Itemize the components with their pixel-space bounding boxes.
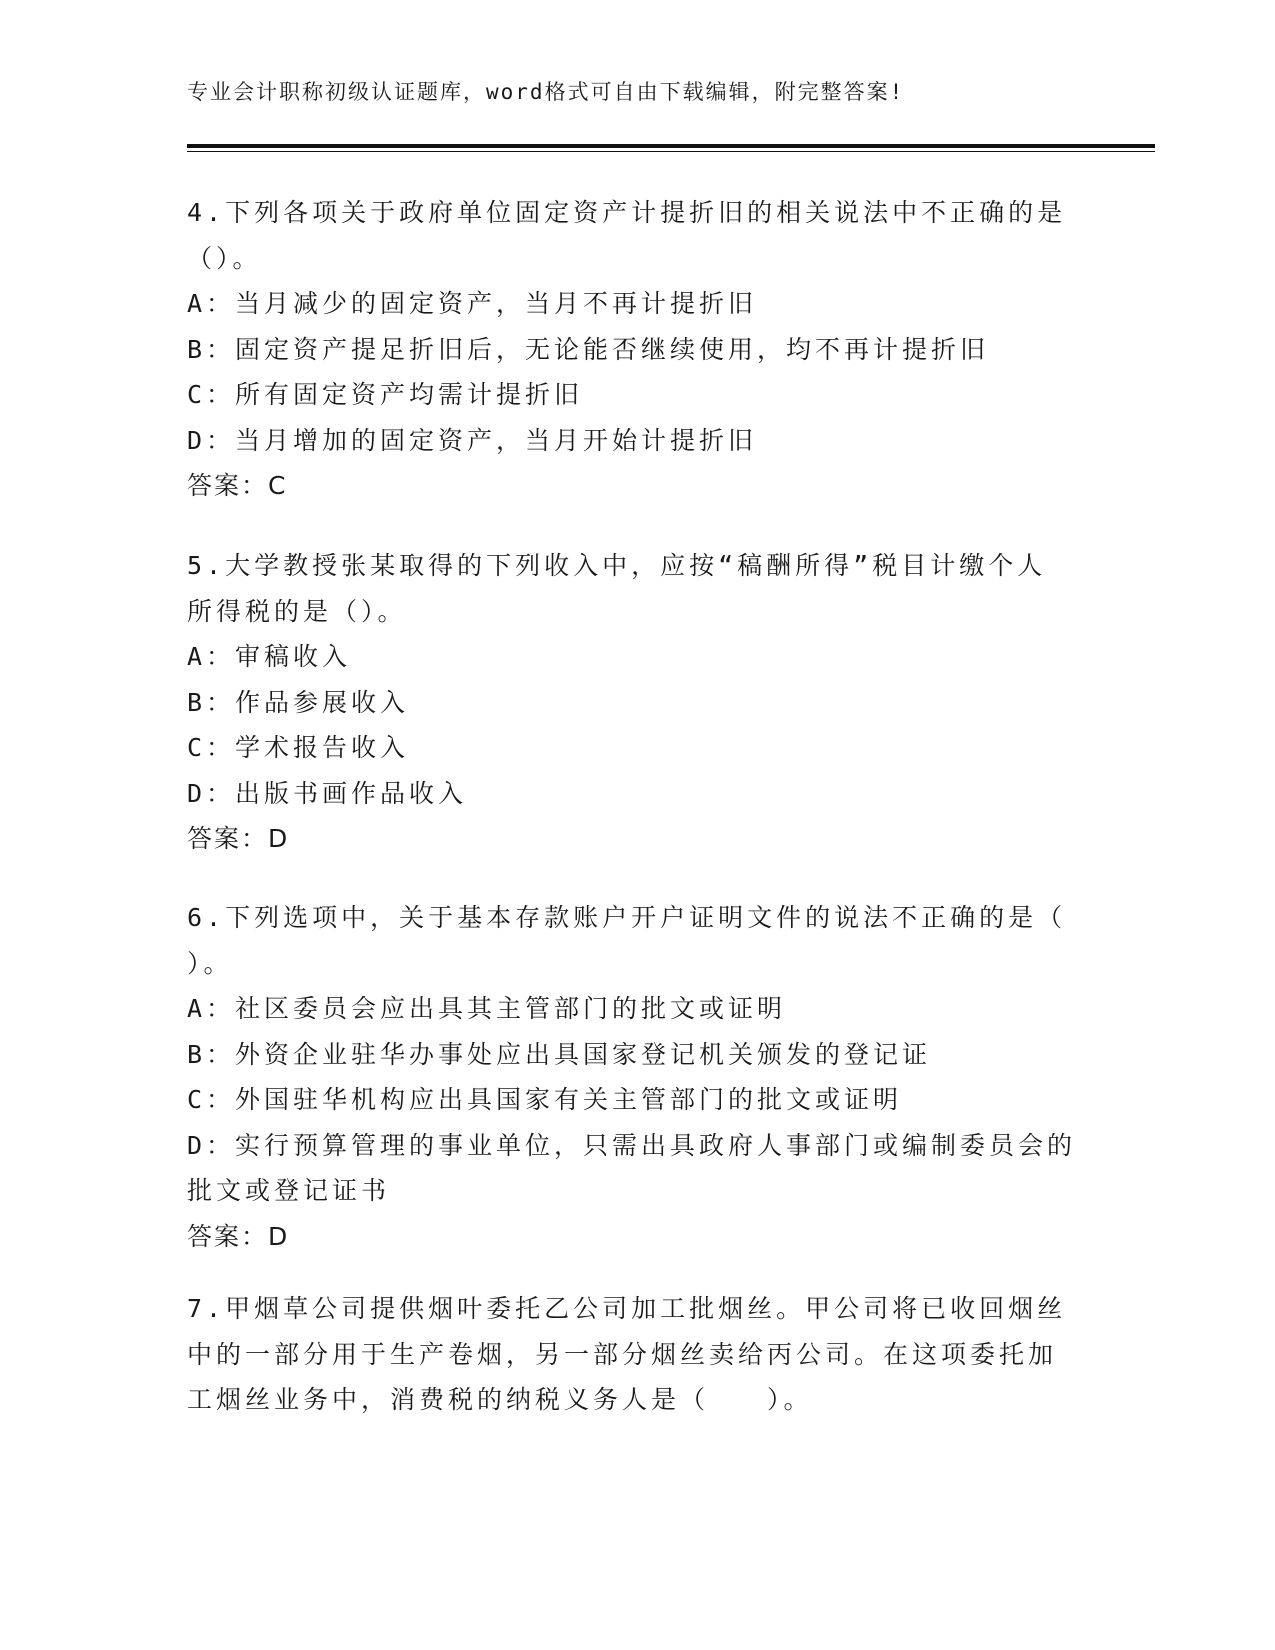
question-text-line: 6.下列选项中，关于基本存款账户开户证明文件的说法不正确的是（ — [187, 903, 1067, 932]
option-b: B：外资企业驻华办事处应出具国家登记机关颁发的登记证 — [187, 1039, 932, 1069]
option-b: B：作品参展收入 — [187, 687, 410, 717]
question-text-line: 7.甲烟草公司提供烟叶委托乙公司加工批烟丝。甲公司将已收回烟丝 — [187, 1294, 1067, 1323]
question-7 — [187, 1286, 1067, 1423]
question-text-line: ）。 — [187, 948, 233, 978]
answer: 答案：D — [187, 824, 290, 853]
question-text-line: 4.下列各项关于政府单位固定资产计提折旧的相关说法中不正确的是 — [187, 198, 1067, 227]
question-text-line: 工烟丝业务中，消费税的纳税义务人是（ ）。 — [187, 1385, 813, 1414]
question-5 — [187, 543, 1067, 862]
option-a: A：当月减少的固定资产，当月不再计提折旧 — [187, 289, 758, 318]
question-6 — [187, 895, 1077, 1259]
answer: 答案：C — [187, 471, 288, 500]
header-text: 专业会计职称初级认证题库，word格式可自由下载编辑，附完整答案! — [187, 80, 905, 104]
header-rule-thin — [187, 151, 1155, 152]
option-b: B：固定资产提足折旧后，无论能否继续使用，均不再计提折旧 — [187, 334, 990, 364]
option-a: A：社区委员会应出具其主管部门的批文或证明 — [187, 994, 787, 1023]
option-c: C：学术报告收入 — [187, 733, 410, 762]
question-text-line: 5.大学教授张某取得的下列收入中，应按“稿酬所得”税目计缴个人 — [187, 551, 1047, 580]
option-d: D：实行预算管理的事业单位，只需出具政府人事部门或编制委员会的 — [187, 1130, 1077, 1160]
option-d: D：当月增加的固定资产，当月开始计提折旧 — [187, 425, 758, 455]
option-a: A：审稿收入 — [187, 642, 352, 671]
option-c: C：外国驻华机构应出具国家有关主管部门的批文或证明 — [187, 1085, 903, 1114]
question-4 — [187, 190, 1067, 509]
header-rule-thick — [187, 144, 1155, 148]
option-c: C：所有固定资产均需计提折旧 — [187, 380, 584, 409]
question-text-line: 所得税的是（）。 — [187, 596, 407, 626]
answer: 答案：D — [187, 1221, 290, 1251]
question-text-line: （）。 — [187, 243, 262, 273]
option-d: D：出版书画作品收入 — [187, 778, 468, 808]
question-text-line: 中的一部分用于生产卷烟，另一部分烟丝卖给丙公司。在这项委托加 — [187, 1339, 1058, 1369]
option-d-continued: 批文或登记证书 — [187, 1176, 391, 1205]
